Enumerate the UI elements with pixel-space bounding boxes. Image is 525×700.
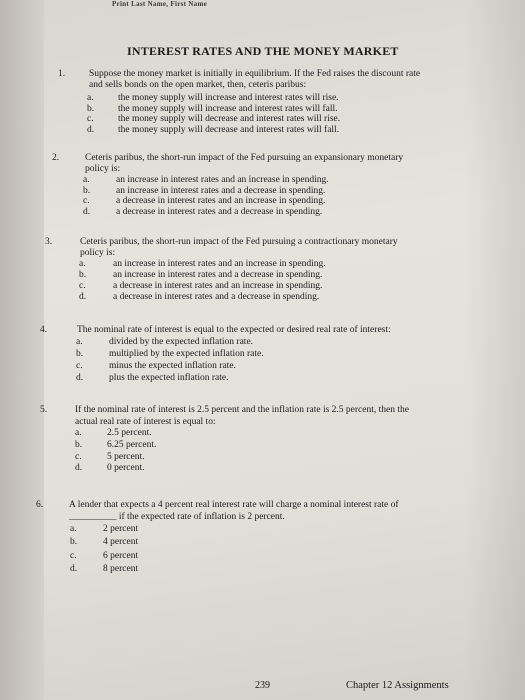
option-letter: c. xyxy=(79,281,86,291)
question-stem-line: and sells bonds on the open market, then, ceteris paribus: xyxy=(89,79,307,90)
option-letter: a. xyxy=(75,428,82,438)
option-text: 6.25 percent. xyxy=(107,439,157,450)
option-text: multiplied by the expected inflation rate. xyxy=(109,349,264,359)
option-letter: b. xyxy=(83,185,91,196)
question-number: 3. xyxy=(45,237,53,247)
option-text: 2.5 percent. xyxy=(107,428,152,438)
question-number: 1. xyxy=(58,69,66,79)
option-text: a decrease in interest rates and an increase in spending. xyxy=(113,281,323,291)
name-header-line: Print Last Name, First Name xyxy=(112,0,207,8)
option-letter: b. xyxy=(70,537,78,548)
option-letter: c. xyxy=(83,196,90,207)
question-stem-line: __________ if the expected rate of inflation is 2 percent. xyxy=(69,512,285,522)
question-stem-line: Ceteris paribus, the short-run impact of the Fed pursuing a contractionary monetary xyxy=(80,237,398,247)
option-letter: d. xyxy=(75,463,83,474)
option-text: the money supply will increase and interest rates will rise. xyxy=(118,93,339,103)
option-letter: d. xyxy=(76,373,84,383)
option-text: 6 percent xyxy=(103,550,139,561)
option-letter: a. xyxy=(87,93,94,103)
option-text: 2 percent xyxy=(103,524,139,534)
option-letter: c. xyxy=(76,361,83,371)
option-text: divided by the expected inflation rate. xyxy=(109,337,254,347)
page-number: 239 xyxy=(255,680,270,691)
option-text: 4 percent xyxy=(103,537,139,548)
option-text: the money supply will decrease and interest rates will fall. xyxy=(118,124,340,135)
option-letter: c. xyxy=(75,451,82,462)
option-text: 5 percent. xyxy=(107,451,145,462)
option-letter: b. xyxy=(79,270,87,280)
option-text: a decrease in interest rates and an increase in spending. xyxy=(116,196,326,207)
question-stem-line: policy is: xyxy=(85,164,121,174)
question-stem-line: A lender that expects a 4 percent real interest rate will charge a nominal interest rate of xyxy=(69,500,399,510)
option-text: an increase in interest rates and a decrease in spending. xyxy=(116,185,326,196)
option-letter: d. xyxy=(87,124,95,135)
question-stem-line: policy is: xyxy=(80,248,116,258)
option-letter: d. xyxy=(70,563,78,574)
option-text: 8 percent xyxy=(103,563,139,574)
option-text: 0 percent. xyxy=(107,463,145,474)
option-letter: a. xyxy=(76,337,83,347)
question-stem-line: Suppose the money market is initially in equilibrium. If the Fed raises the discount rate xyxy=(89,69,421,79)
option-letter: c. xyxy=(87,114,94,124)
option-text: an increase in interest rates and an increase in spending. xyxy=(116,175,329,185)
option-text: the money supply will increase and interest rates will fall. xyxy=(118,103,338,114)
page-title: INTEREST RATES AND THE MONEY MARKET xyxy=(127,44,399,58)
chapter-label: Chapter 12 Assignments xyxy=(346,680,449,691)
option-text: an increase in interest rates and a decrease in spending. xyxy=(113,270,323,280)
page-right-shadow xyxy=(465,0,525,700)
option-letter: c. xyxy=(70,550,77,561)
option-text: a decrease in interest rates and a decrease in spending. xyxy=(116,207,323,218)
question-stem-line: The nominal rate of interest is equal to the expected or desired real rate of interest: xyxy=(77,325,391,335)
option-text: minus the expected inflation rate. xyxy=(109,361,236,371)
question-stem-line: Ceteris paribus, the short-run impact of the Fed pursuing an expansionary monetary xyxy=(85,153,404,163)
option-text: the money supply will decrease and interest rates will rise. xyxy=(118,114,341,124)
question-number: 5. xyxy=(40,405,48,415)
option-letter: d. xyxy=(79,292,87,302)
option-text: plus the expected inflation rate. xyxy=(109,373,229,383)
option-letter: b. xyxy=(75,439,83,450)
option-letter: d. xyxy=(83,207,91,218)
page-shadow-edge xyxy=(0,0,44,700)
question-number: 6. xyxy=(36,500,44,510)
option-letter: a. xyxy=(79,259,86,269)
question-stem-line: actual real rate of interest is equal to: xyxy=(75,416,216,427)
question-number: 4. xyxy=(40,325,48,335)
option-letter: a. xyxy=(83,175,90,185)
option-text: a decrease in interest rates and a decrease in spending. xyxy=(113,292,320,302)
option-letter: a. xyxy=(70,524,77,534)
option-letter: b. xyxy=(76,349,84,359)
option-letter: b. xyxy=(87,103,95,114)
question-number: 2. xyxy=(52,153,60,163)
question-stem-line: If the nominal rate of interest is 2.5 percent and the inflation rate is 2.5 percent, then the xyxy=(75,405,409,415)
option-text: an increase in interest rates and an increase in spending. xyxy=(113,259,326,269)
